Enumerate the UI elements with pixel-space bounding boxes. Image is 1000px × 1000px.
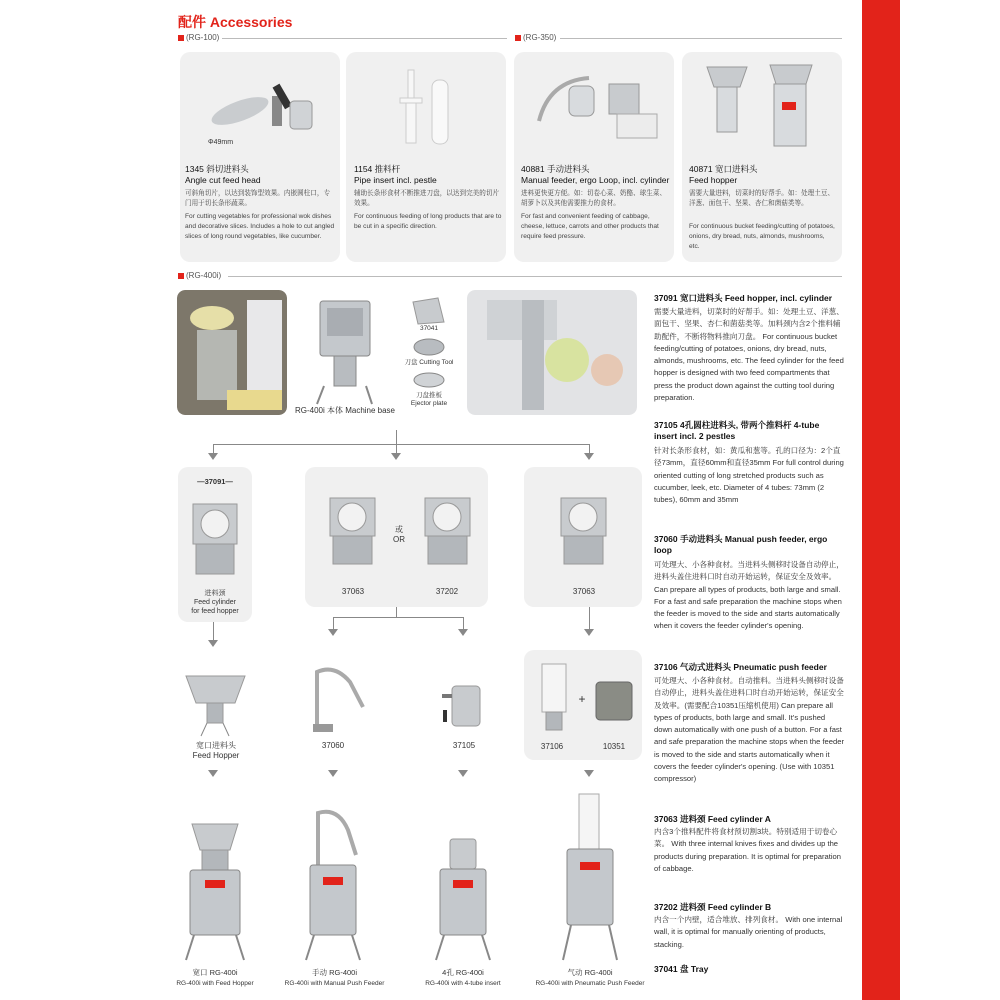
flow-line xyxy=(463,617,464,629)
or-label: 或 OR xyxy=(393,525,405,544)
card-desc-cn: 辅助长条形食材不断推进刀盘，以达到完美的切片效果。 xyxy=(354,190,500,207)
feed-hopper-label: 宽口进料头 Feed Hopper xyxy=(192,741,240,760)
flow-line xyxy=(333,617,463,618)
cutting-tool-label: 刀盘 Cutting Tool xyxy=(404,359,454,366)
page-title: 配件 Accessories xyxy=(178,14,293,30)
machine-with-hopper-image xyxy=(180,820,250,965)
cylinder-a-image xyxy=(556,493,611,568)
card-title: 1345 斜切进料头 Angle cut feed head xyxy=(185,164,261,185)
section-rg350: (RG-350) xyxy=(515,33,556,42)
card-desc-en: For continuous feeding of long products that are to be cut in a specific direction. xyxy=(354,213,502,230)
desc-37105-body: 针对长条形食材，如：黄瓜和葱等。孔的口径为：2个直径73mm，直径60mm和直径35mm For full control during oriented cutting of long stretched products such as cucumber, leek, etc. Diameter of 4 tubes: 73mm (2 tubes), 60mm and 35mm xyxy=(654,446,844,505)
card-manual-feeder xyxy=(514,52,674,262)
card-feed-hopper xyxy=(682,52,842,262)
kitchen-photo xyxy=(177,290,287,415)
card-angle-cut xyxy=(180,52,340,262)
desc-37105-title: 37105 4孔圆柱进料头, 带两个推料杆 4-tube insert incl. 2 pestles xyxy=(654,420,820,441)
manual-feeder-image xyxy=(529,66,664,151)
desc-37063-body: 内含3个推料配件将食材预切割3块。特别适用于切卷心菜。 With three internal knives fixes and divides up the products during preparation. It is optimal for preparation of cabbage. xyxy=(654,827,841,873)
machine-with-4-tube-image xyxy=(428,835,498,965)
desc-37060-title: 37060 手动进料头 Manual push feeder, ergo loop xyxy=(654,534,828,555)
arrow-down-icon xyxy=(328,770,338,777)
card-title: 40881 手动进料头 Manual feeder, ergo Loop, incl. cylinder xyxy=(521,164,670,185)
code-37063: 37063 xyxy=(572,587,596,596)
arrow-down-icon xyxy=(208,770,218,777)
ejector-plate-label: 刀盘推板 Ejector plate xyxy=(410,392,448,407)
card-desc-cn: 可斜角切片，以达到装饰型效果。内嵌圆柱口，专门用于切长条形蔬菜。 xyxy=(185,190,331,207)
arrow-down-icon xyxy=(584,453,594,460)
compressor-image xyxy=(592,676,636,726)
desc-37060-body: 可处理大、小各种食材。当进料头侧移时设备自动停止，进料头盖住进料口时自动开始运转，保证安全及效率。 Can prepare all types of products, both large and small. For a fast and safe preparation the machine stops when the feeder is moved to the side and starts automatically when it covers the feeder cylinder's opening. xyxy=(654,560,844,631)
divider xyxy=(228,276,842,277)
arrow-down-icon xyxy=(584,770,594,777)
code-37202: 37202 xyxy=(435,587,459,596)
feed-hopper-image xyxy=(702,62,827,157)
feed-cylinder-card xyxy=(178,467,252,622)
feed-cylinder-image xyxy=(188,499,242,579)
desc-37106-body: 可处理大、小各种食材。自动推料。当进料头侧移时设备自动停止，进料头盖住进料口时自动开始运转，保证安全及效率。(需要配合10351压缩机使用) Can prepare all types of products, both large and small. It's pushed down automatically with one push of a button. For a fast and safe preparation the machine stops when the feeder is moved to the side and starts automatically when it covers the feeder cylinder's opening. (Use with 10351 compressor) xyxy=(654,676,844,784)
cutting-tool-image xyxy=(412,336,446,358)
section-rg400i: (RG-400i) xyxy=(178,271,221,280)
flow-line xyxy=(396,607,397,617)
code-37063: 37063 xyxy=(341,587,365,596)
flow-line xyxy=(396,430,397,444)
desc-37106-title: 37106 气动式进料头 Pneumatic push feeder xyxy=(654,662,827,672)
arrow-down-icon xyxy=(584,629,594,636)
flow-line xyxy=(213,444,589,445)
pestle-image xyxy=(386,64,466,154)
machine-with-pneumatic-feeder-image xyxy=(555,790,625,965)
code-37106: 37106 xyxy=(540,742,564,751)
manual-push-feeder-image xyxy=(305,662,365,737)
plus-sign: + xyxy=(578,692,586,706)
code-37091: —37091— xyxy=(197,477,233,486)
feed-cylinder-card-right xyxy=(524,467,642,607)
card-desc-cn: 需要大量进料，切菜时的好帮手。如：处理土豆、洋葱、面包干、坚果、杏仁和菌菇类等。 xyxy=(689,190,835,207)
arrow-down-icon xyxy=(208,640,218,647)
feed-cylinder-options-card xyxy=(305,467,488,607)
pneumatic-feeder-image xyxy=(536,660,576,735)
desc-37063-title: 37063 进料颈 Feed cylinder A xyxy=(654,814,771,824)
flow-line xyxy=(213,622,214,640)
feed-cylinder-label: 进料颈 Feed cylinder for feed hopper xyxy=(191,590,239,615)
code-37060: 37060 xyxy=(321,741,345,750)
desc-37041-title: 37041 盘 Tray xyxy=(654,964,709,974)
machine-hopper-label: 宽口 RG-400i RG-400i with Feed Hopper xyxy=(176,968,254,987)
card-desc-en: For continuous bucket feeding/cutting of potatoes, onions, dry bread, nuts, almonds, mushrooms, etc. xyxy=(689,223,835,250)
flow-line xyxy=(333,617,334,629)
diameter-label: Φ49mm xyxy=(208,139,234,146)
section-rg100: (RG-100) xyxy=(178,33,219,42)
four-tube-insert-image xyxy=(438,680,488,735)
card-desc-en: For fast and convenient feeding of cabbage, cheese, lettuce, carrots and other products that require feed pressure. xyxy=(521,213,659,240)
pneumatic-feeder-card xyxy=(524,650,642,760)
desc-37091-body: 需要大量进料，切菜时的好帮手。如：处理土豆、洋葱、面包干、坚果、杏仁和菌菇类等。加料颈内含2个推料辅助配件，不断将物料推向刀盘。 For continuous bucket feeding/cutting of potatoes, onions, dry bread, nuts, almonds, mushrooms, etc. The feed cylinder for the feed hopper is designed with two feed compartments that press the product down against the cutting tool during preparation. xyxy=(654,307,844,403)
desc-37202-body: 内含一个内壁，适合堆放、排列食材。 With one internal wall, it is optimal for manually orienting of products, stacking. xyxy=(654,915,843,949)
machine-manual-label: 手动 RG-400i RG-400i with Manual Push Feeder xyxy=(284,968,385,987)
ejector-plate-image xyxy=(412,370,446,390)
tray-code: 37041 xyxy=(419,325,439,332)
machine-base-image xyxy=(312,296,377,406)
arrow-down-icon xyxy=(391,453,401,460)
arrow-down-icon xyxy=(458,629,468,636)
feed-hopper-image xyxy=(183,668,248,738)
divider xyxy=(222,38,507,39)
machine-pneumatic-label: 气动 RG-400i RG-400i with Pneumatic Push Feeder xyxy=(535,968,645,987)
machine-4tube-label: 4孔 RG-400i RG-400i with 4-tube insert xyxy=(425,968,501,987)
arrow-down-icon xyxy=(458,770,468,777)
red-side-bar xyxy=(862,0,900,1000)
arrow-down-icon xyxy=(208,453,218,460)
card-title: 40871 宽口进料头 Feed hopper xyxy=(689,164,758,185)
card-desc-cn: 进料更快更方便。如：切卷心菜、奶酪、球生菜、胡萝卜以及其他需要推力的食材。 xyxy=(521,190,667,207)
desc-37091-title: 37091 宽口进料头 Feed hopper, incl. cylinder xyxy=(654,293,833,303)
machine-with-manual-feeder-image xyxy=(298,805,368,965)
card-desc-en: For cutting vegetables for professional wok dishes and decorative slices. Includes a hole to cut angled slices of long round vegetables, like cucumber. xyxy=(185,213,335,240)
divider xyxy=(560,38,842,39)
card-pipe-insert xyxy=(346,52,506,262)
card-title: 1154 推料杆 Pipe insert incl. pestle xyxy=(354,164,437,185)
code-10351: 10351 xyxy=(602,742,626,751)
flow-line xyxy=(589,607,590,629)
angle-cut-image xyxy=(200,66,320,146)
desc-37202-title: 37202 进料颈 Feed cylinder B xyxy=(654,902,772,912)
cylinder-b-image xyxy=(420,493,475,568)
cabbage-photo xyxy=(467,290,637,415)
cylinder-a-image xyxy=(325,493,380,568)
arrow-down-icon xyxy=(328,629,338,636)
code-37105: 37105 xyxy=(452,741,476,750)
machine-base-label: RG-400i 本体 Machine base xyxy=(294,406,396,415)
